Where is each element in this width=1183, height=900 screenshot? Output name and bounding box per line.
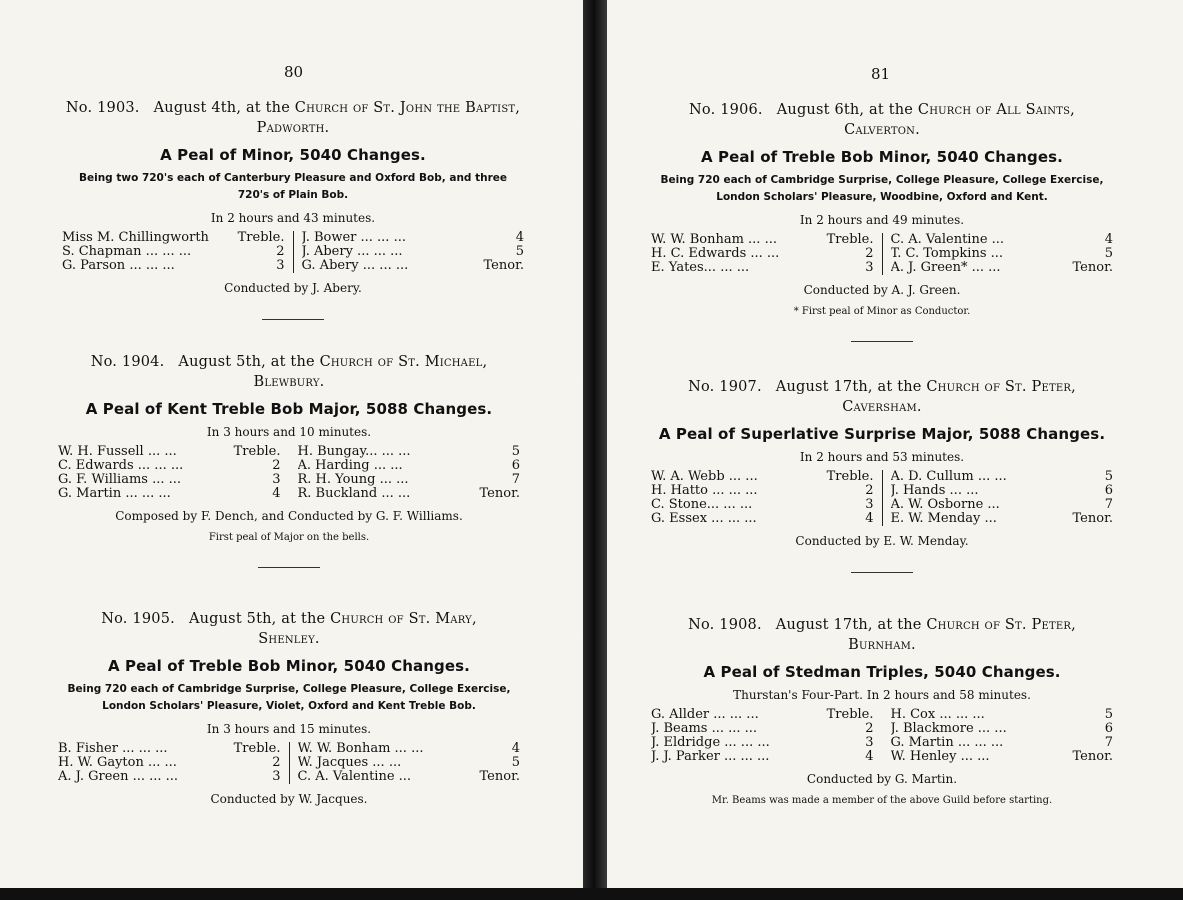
ringer-row — [651, 736, 874, 750]
ringer-bell: 5 — [1104, 707, 1113, 722]
peal-number: No. 1905. — [101, 611, 175, 627]
peal-title: A Peal of Treble Bob Minor, 5040 Changes. — [108, 657, 470, 675]
ringer-row — [62, 259, 285, 273]
ringers-table — [58, 742, 520, 784]
ringer-bell: Treble. — [237, 230, 285, 245]
ringer-bell: Tenor. — [1072, 260, 1113, 275]
ringer-name: J. Eldridge ... ... ... — [651, 736, 770, 750]
ringer-name: G. Parson ... ... ... — [62, 259, 175, 273]
peal-number: No. 1904. — [90, 354, 165, 370]
scan-bottom-edge — [0, 888, 1183, 900]
column-divider — [882, 708, 883, 764]
ringer-bell: 5 — [511, 755, 520, 770]
ringers-left-column — [651, 470, 874, 526]
ringers-left-column — [62, 231, 285, 273]
ringer-row — [891, 722, 1114, 736]
peal-entry-1904 — [58, 352, 520, 568]
ringer-row — [298, 756, 521, 770]
peal-title: A Peal of Superlative Surprise Major, 5088 Changes. — [658, 425, 1106, 443]
ringer-row — [298, 487, 521, 501]
page-number: 80 — [284, 63, 304, 81]
ringer-name: G. Essex ... ... ... — [651, 512, 757, 526]
ringer-bell: 7 — [1104, 497, 1113, 512]
book-gutter — [583, 0, 607, 900]
ringer-row — [651, 708, 874, 722]
ringer-row — [651, 722, 874, 736]
ringer-row — [891, 750, 1114, 764]
ringer-row — [891, 247, 1114, 261]
ringer-row — [891, 498, 1114, 512]
ringer-row — [302, 231, 525, 245]
ringers-right-column — [891, 708, 1114, 764]
peal-conductor: Conducted by G. Martin. — [806, 772, 958, 786]
peal-heading — [62, 98, 524, 138]
ringer-row — [58, 487, 281, 501]
peal-church: Church of St. Mary, — [330, 611, 477, 627]
ringer-name: E. Yates... ... ... — [651, 261, 750, 275]
ringer-row — [58, 770, 281, 784]
peal-duration: In 3 hours and 10 minutes. — [206, 425, 372, 439]
ringer-bell: 6 — [1104, 721, 1113, 736]
peal-title: A Peal of Treble Bob Minor, 5040 Changes. — [701, 148, 1063, 166]
ringer-name: A. D. Cullum ... ... — [890, 470, 1007, 484]
ringer-name: B. Fisher ... ... ... — [58, 742, 168, 756]
peal-note: * First peal of Minor as Conductor. — [793, 306, 971, 317]
section-divider — [258, 567, 320, 568]
ringer-bell: 7 — [511, 472, 520, 487]
ringers-table — [62, 231, 524, 273]
ringer-name: J. Hands ... ... — [890, 484, 979, 498]
ringer-bell: 3 — [272, 769, 281, 784]
ringer-name: C. A. Valentine ... — [890, 233, 1005, 247]
ringer-name: H. Bungay... ... ... — [297, 445, 411, 459]
ringer-row — [298, 459, 521, 473]
ringer-bell: 6 — [1104, 483, 1113, 498]
ringers-right-column — [891, 233, 1114, 275]
peal-place: Calverton. — [844, 122, 920, 138]
ringer-row — [298, 742, 521, 756]
right-page — [607, 0, 1183, 888]
ringer-row — [651, 512, 874, 526]
peal-entry-1903 — [62, 98, 524, 320]
peal-number: No. 1907. — [688, 379, 762, 395]
peal-church: Church of St. John the Baptist, — [294, 100, 521, 116]
ringer-bell: 4 — [272, 486, 281, 501]
peal-date: August 6th, at the — [776, 102, 914, 118]
ringer-row — [651, 233, 874, 247]
peal-number: No. 1908. — [688, 617, 762, 633]
ringer-bell: 5 — [515, 244, 524, 259]
peal-conductor: Conducted by J. Abery. — [224, 281, 362, 295]
ringer-bell: 2 — [865, 483, 874, 498]
ringer-bell: 4 — [515, 230, 524, 245]
ringer-row — [58, 756, 281, 770]
page-number: 81 — [871, 65, 891, 83]
ringer-bell: 5 — [1104, 469, 1113, 484]
peal-date: August 5th, at the — [178, 354, 315, 370]
ringer-name: H. Hatto ... ... ... — [651, 484, 758, 498]
peal-heading — [651, 615, 1113, 655]
ringer-name: A. W. Osborne ... — [890, 498, 1000, 512]
ringer-name: R. H. Young ... ... — [297, 473, 409, 487]
peal-heading — [651, 377, 1113, 417]
peal-duration: In 2 hours and 53 minutes. — [799, 450, 965, 464]
peal-place: Burnham. — [848, 637, 916, 653]
peal-methods: Being two 720's each of Canterbury Pleasure and Oxford Bob, and three 720's of Plain Bob. — [78, 172, 508, 201]
peal-place: Blewbury. — [253, 374, 325, 390]
peal-title: A Peal of Kent Treble Bob Major, 5088 Changes. — [85, 400, 493, 418]
ringer-row — [62, 245, 285, 259]
ringer-bell: Tenor. — [1072, 749, 1113, 764]
ringer-bell: 3 — [865, 260, 874, 275]
ringer-row — [298, 445, 521, 459]
ringer-name: R. Buckland ... ... — [297, 487, 411, 501]
peal-entry-1908 — [651, 615, 1113, 806]
ringers-left-column — [651, 233, 874, 275]
ringer-name: H. C. Edwards ... ... — [651, 247, 780, 261]
peal-heading — [58, 609, 520, 649]
peal-church: Church of St. Peter, — [926, 379, 1076, 395]
ringer-bell: Tenor. — [479, 486, 520, 501]
peal-heading — [651, 100, 1113, 140]
ringer-row — [58, 473, 281, 487]
ringer-row — [58, 459, 281, 473]
ringer-bell: 2 — [272, 755, 281, 770]
ringer-bell: Tenor. — [1072, 511, 1113, 526]
peal-date: August 17th, at the — [775, 617, 922, 633]
section-divider — [851, 341, 913, 342]
ringer-name: W. Henley ... ... — [890, 750, 990, 764]
ringer-bell: 3 — [272, 472, 281, 487]
peal-duration: In 2 hours and 49 minutes. — [799, 213, 965, 227]
ringer-row — [891, 736, 1114, 750]
ringers-table — [651, 708, 1113, 764]
peal-conductor: Conducted by A. J. Green. — [803, 283, 961, 297]
peal-title: A Peal of Minor, 5040 Changes. — [160, 146, 426, 164]
ringer-name: A. J. Green ... ... ... — [58, 770, 179, 784]
ringer-bell: Treble. — [233, 741, 281, 756]
left-page — [0, 0, 583, 888]
peal-church: Church of St. Michael, — [319, 354, 488, 370]
ringer-name: W. W. Bonham ... ... — [651, 233, 777, 247]
ringers-left-column — [58, 742, 281, 784]
ringer-name: J. Blackmore ... ... — [890, 722, 1007, 736]
ringer-bell: Tenor. — [479, 769, 520, 784]
ringer-bell: 5 — [511, 444, 520, 459]
ringer-row — [651, 470, 874, 484]
column-divider — [289, 742, 290, 784]
ringer-bell: 4 — [865, 511, 874, 526]
peal-date: August 5th, at the — [188, 611, 326, 627]
peal-methods: Being 720 each of Cambridge Surprise, College Pleasure, College Exercise, London Scholars' Pleasure, Violet, Oxford and Kent Treble Bob. — [67, 683, 511, 712]
ringer-bell: 5 — [1104, 246, 1113, 261]
ringers-table — [651, 470, 1113, 526]
ringer-name: W. W. Bonham ... ... — [297, 742, 424, 756]
ringer-name: J. Beams ... ... ... — [651, 722, 758, 736]
ringer-name: C. Stone... ... ... — [651, 498, 753, 512]
ringer-row — [58, 742, 281, 756]
peal-duration: Thurstan's Four-Part. In 2 hours and 58 minutes. — [733, 688, 1031, 702]
peal-number: No. 1903. — [65, 100, 140, 116]
ringer-name: C. A. Valentine ... — [297, 770, 412, 784]
ringer-bell: 3 — [865, 497, 874, 512]
ringer-row — [651, 261, 874, 275]
ringer-row — [651, 247, 874, 261]
peal-conductor: Conducted by E. W. Menday. — [795, 534, 969, 548]
ringer-bell: 3 — [276, 258, 285, 273]
ringers-table — [651, 233, 1113, 275]
ringer-bell: 4 — [1104, 232, 1113, 247]
ringers-left-column — [651, 708, 874, 764]
section-divider — [851, 572, 913, 573]
ringer-row — [651, 484, 874, 498]
peal-note: First peal of Major on the bells. — [208, 532, 370, 543]
column-divider — [882, 470, 883, 526]
ringers-right-column — [302, 231, 525, 273]
ringer-bell: Tenor. — [483, 258, 524, 273]
section-divider — [262, 319, 324, 320]
peal-entry-1905 — [58, 609, 520, 806]
ringer-name: H. W. Gayton ... ... — [58, 756, 177, 770]
peal-methods: Being 720 each of Cambridge Surprise, College Pleasure, College Exercise, London Scholars' Pleasure, Woodbine, Oxford and Kent. — [660, 174, 1104, 203]
peal-note: Mr. Beams was made a member of the above Guild before starting. — [711, 795, 1053, 806]
ringer-bell: 4 — [865, 749, 874, 764]
ringer-row — [891, 470, 1114, 484]
ringer-name: W. A. Webb ... ... — [651, 470, 758, 484]
ringer-name: Miss M. Chillingworth — [62, 231, 209, 245]
ringer-bell: 2 — [276, 244, 285, 259]
ringer-bell: Treble. — [826, 232, 874, 247]
ringer-row — [891, 708, 1114, 722]
column-divider — [289, 445, 290, 501]
column-divider — [293, 231, 294, 273]
ringer-name: S. Chapman ... ... ... — [62, 245, 192, 259]
ringer-name: G. Martin ... ... ... — [58, 487, 171, 501]
ringer-bell: 4 — [511, 741, 520, 756]
peal-church: Church of All Saints, — [917, 102, 1075, 118]
ringer-bell: Treble. — [826, 469, 874, 484]
ringers-right-column — [891, 470, 1114, 526]
ringers-left-column — [58, 445, 281, 501]
ringer-name: A. J. Green* ... ... — [890, 261, 1001, 275]
ringer-name: G. Martin ... ... ... — [890, 736, 1004, 750]
peal-duration: In 2 hours and 43 minutes. — [210, 211, 376, 225]
ringer-bell: 3 — [865, 735, 874, 750]
peal-date: August 4th, at the — [153, 100, 290, 116]
peal-duration: In 3 hours and 15 minutes. — [206, 722, 372, 736]
ringer-row — [891, 484, 1114, 498]
ringer-name: J. Bower ... ... ... — [301, 231, 406, 245]
peal-place: Shenley. — [258, 631, 320, 647]
ringer-name: G. F. Williams ... ... — [58, 473, 182, 487]
ringer-name: A. Harding ... ... — [297, 459, 403, 473]
ringer-name: H. Cox ... ... ... — [890, 708, 985, 722]
ringer-bell: Treble. — [233, 444, 281, 459]
ringers-right-column — [298, 445, 521, 501]
ringer-name: W. Jacques ... ... — [297, 756, 402, 770]
ringer-row — [891, 512, 1114, 526]
ringer-name: J. Abery ... ... ... — [301, 245, 403, 259]
ringer-row — [891, 233, 1114, 247]
peal-conductor: Conducted by W. Jacques. — [210, 792, 368, 806]
column-divider — [882, 233, 883, 275]
ringer-row — [302, 245, 525, 259]
ringers-table — [58, 445, 520, 501]
ringer-bell: Treble. — [826, 707, 874, 722]
ringer-name: G. Abery ... ... ... — [301, 259, 409, 273]
ringer-bell: 2 — [865, 246, 874, 261]
peal-church: Church of St. Peter, — [926, 617, 1076, 633]
peal-heading — [58, 352, 520, 392]
ringer-row — [891, 261, 1114, 275]
ringer-row — [298, 770, 521, 784]
ringer-row — [651, 750, 874, 764]
ringer-name: T. C. Tompkins ... — [890, 247, 1004, 261]
ringers-right-column — [298, 742, 521, 784]
ringer-row — [62, 231, 285, 245]
peal-conductor: Composed by F. Dench, and Conducted by G. F. Williams. — [115, 509, 463, 523]
peal-place: Padworth. — [256, 120, 330, 136]
peal-date: August 17th, at the — [775, 379, 922, 395]
peal-place: Caversham. — [842, 399, 922, 415]
ringer-name: J. J. Parker ... ... ... — [651, 750, 770, 764]
ringer-row — [58, 445, 281, 459]
ringer-row — [651, 498, 874, 512]
ringer-bell: 2 — [272, 458, 281, 473]
ringer-bell: 2 — [865, 721, 874, 736]
ringer-name: G. Allder ... ... ... — [651, 708, 759, 722]
peal-title: A Peal of Stedman Triples, 5040 Changes. — [703, 663, 1061, 681]
ringer-row — [298, 473, 521, 487]
ringer-bell: 6 — [511, 458, 520, 473]
ringer-name: C. Edwards ... ... ... — [58, 459, 184, 473]
ringer-bell: 7 — [1104, 735, 1113, 750]
peal-entry-1907 — [651, 377, 1113, 573]
peal-entry-1906 — [651, 100, 1113, 342]
peal-number: No. 1906. — [689, 102, 763, 118]
ringer-name: E. W. Menday ... — [890, 512, 997, 526]
ringer-row — [302, 259, 525, 273]
ringer-name: W. H. Fussell ... ... — [58, 445, 177, 459]
